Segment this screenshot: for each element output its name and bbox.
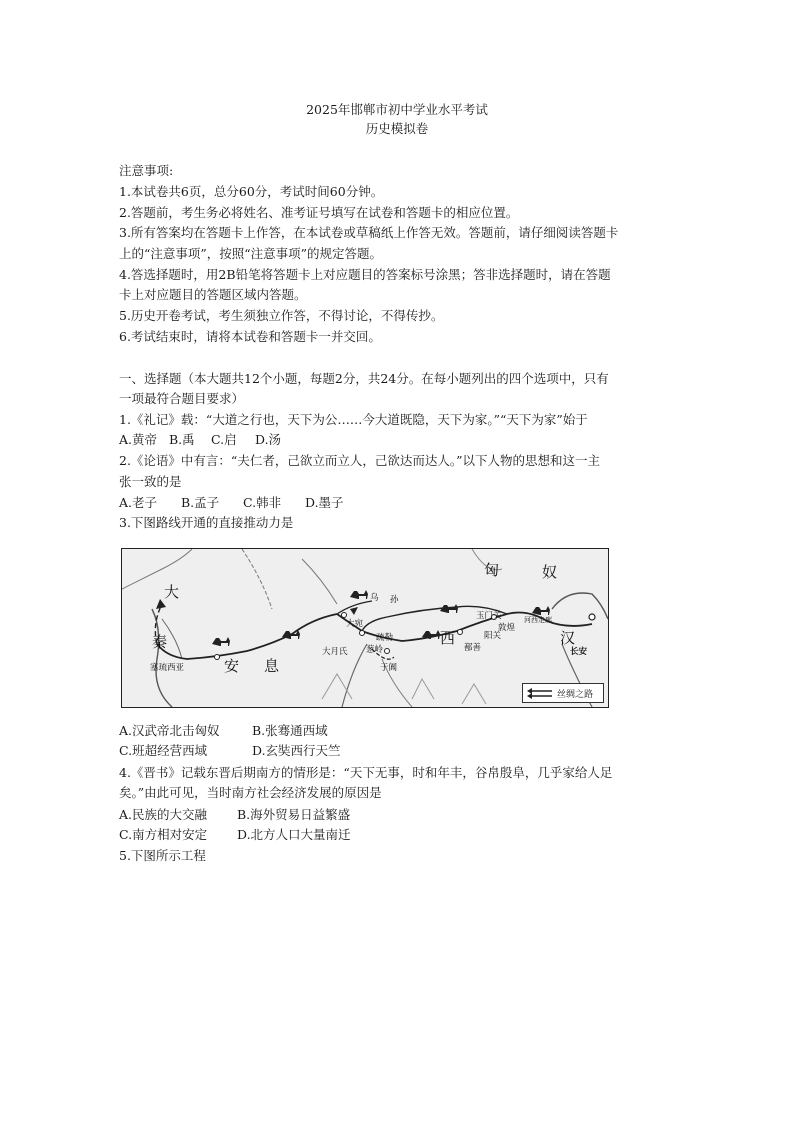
question-4-options — [119, 826, 351, 844]
option-a[interactable]: A.老子 — [119, 495, 158, 510]
notice-line: 上的“注意事项”，按照“注意事项”的规定答题。 — [119, 246, 383, 261]
option-a[interactable]: A.汉武帝北击匈奴 — [119, 723, 220, 738]
option-d[interactable]: D.墨子 — [305, 495, 344, 510]
silk-road-map — [121, 548, 609, 708]
map-label-yutian: 于阗 — [380, 663, 398, 673]
map-label-da: 大 — [164, 583, 180, 601]
map-label-shule: 疏勒 — [376, 633, 394, 643]
section-heading: 一、选择题（本大题共12个小题，每题2分，共24分。在每小题列出的四个选项中，只有 — [119, 371, 609, 386]
option-d[interactable]: D.北方人口大量南迁 — [237, 827, 351, 842]
question-1-options — [119, 431, 281, 449]
option-a[interactable]: A.民族的大交融 — [119, 807, 208, 822]
question-2-stem: 2.《论语》中有言：“夫仁者，己欲立而立人，己欲达而达人。”以下人物的思想和这一主 — [119, 453, 600, 468]
option-c[interactable]: C.韩非 — [243, 495, 282, 510]
notice-line: 6.考试结束时，请将本试卷和答题卡一并交回。 — [119, 329, 381, 344]
question-2-stem: 张一致的是 — [119, 474, 182, 489]
question-4-stem: 矣。”由此可见，当时南方社会经济发展的原因是 — [119, 785, 382, 800]
question-2-options — [119, 494, 344, 512]
question-5-stem: 5.下图所示工程 — [119, 848, 206, 863]
map-label-wusun: 乌 — [370, 593, 379, 603]
map-label-dayuan: 大宛 — [346, 619, 364, 629]
map-label-dunhuang: 敦煌 — [498, 623, 516, 633]
notice-line: 5.历史开卷考试，考生须独立作答，不得讨论，不得传抄。 — [119, 308, 444, 323]
question-3-options — [119, 742, 341, 760]
option-d[interactable]: D.汤 — [255, 432, 282, 447]
map-label-yangguan: 阳关 — [484, 631, 502, 641]
map-label-anxi: 安 — [224, 657, 240, 675]
option-b[interactable]: B.孟子 — [181, 495, 220, 510]
map-label-xiyu: 西 — [440, 629, 456, 647]
map-label-qin: 秦 — [152, 633, 168, 651]
map-label-anxi: 息 — [264, 657, 280, 675]
map-label-seleucia: 塞琉西亚 — [150, 663, 185, 673]
question-4-stem: 4.《晋书》记载东晋后期南方的情形是：“天下无事，时和年丰，谷帛殷阜，几乎家给人足 — [119, 765, 613, 780]
question-3-stem: 3.下图路线开通的直接推动力是 — [119, 515, 294, 530]
option-c[interactable]: C.南方相对安定 — [119, 827, 208, 842]
map-label-xiongnu: 匈 — [484, 561, 500, 579]
option-c[interactable]: C.班超经营西域 — [119, 743, 208, 758]
notice-line: 卡上对应题目的答题区域内答题。 — [119, 287, 307, 302]
option-d[interactable]: D.玄奘西行天竺 — [252, 743, 341, 758]
map-label-dayuezhi: 大月氏 — [322, 647, 348, 657]
map-label-shanshan: 鄯善 — [464, 643, 482, 653]
section-heading: 一项最符合题目要求） — [119, 391, 245, 406]
question-3-options — [119, 722, 328, 740]
map-label-yumenguan: 玉门关 — [476, 611, 502, 621]
option-a[interactable]: A.黄帝 — [119, 432, 158, 447]
map-legend — [522, 683, 604, 703]
notice-line: 4.答选择题时，用2B铅笔将答题卡上对应题目的答案标号涂黑；答非选择题时，请在答题 — [119, 267, 611, 282]
map-label-xiongnu: 奴 — [542, 563, 558, 581]
legend-arrow-icon — [526, 687, 554, 699]
map-label-wusun: 孙 — [390, 595, 399, 605]
map-label-congling: 葱岭 — [366, 645, 384, 655]
notice-line: 2.答题前，考生务必将姓名、准考证号填写在试卷和答题卡的相应位置。 — [119, 205, 519, 220]
option-b[interactable]: B.海外贸易日益繁盛 — [237, 807, 351, 822]
map-label-hexi: 河西走廊 — [524, 616, 552, 624]
notice-line: 1.本试卷共6页，总分60分，考试时间60分钟。 — [119, 184, 384, 199]
option-b[interactable]: B.禹 — [169, 432, 195, 447]
exam-subtitle: 历史模拟卷 — [365, 121, 429, 136]
option-c[interactable]: C.启 — [211, 432, 237, 447]
option-b[interactable]: B.张骞通西域 — [252, 723, 328, 738]
question-1-stem: 1.《礼记》载：“大道之行也，天下为公……今大道既隐，天下为家。”“天下为家”始于 — [119, 412, 588, 427]
notice-line: 3.所有答案均在答题卡上作答，在本试卷或草稿纸上作答无效。答题前，请仔细阅读答题卡 — [119, 225, 619, 240]
map-label-changan: 长安 — [570, 647, 588, 657]
notice-heading: 注意事项: — [119, 163, 174, 178]
exam-title: 2025年邯郸市初中学业水平考试 — [306, 102, 488, 117]
map-label-han: 汉 — [560, 629, 576, 647]
question-4-options — [119, 806, 350, 824]
legend-label: 丝绸之路 — [557, 690, 594, 700]
